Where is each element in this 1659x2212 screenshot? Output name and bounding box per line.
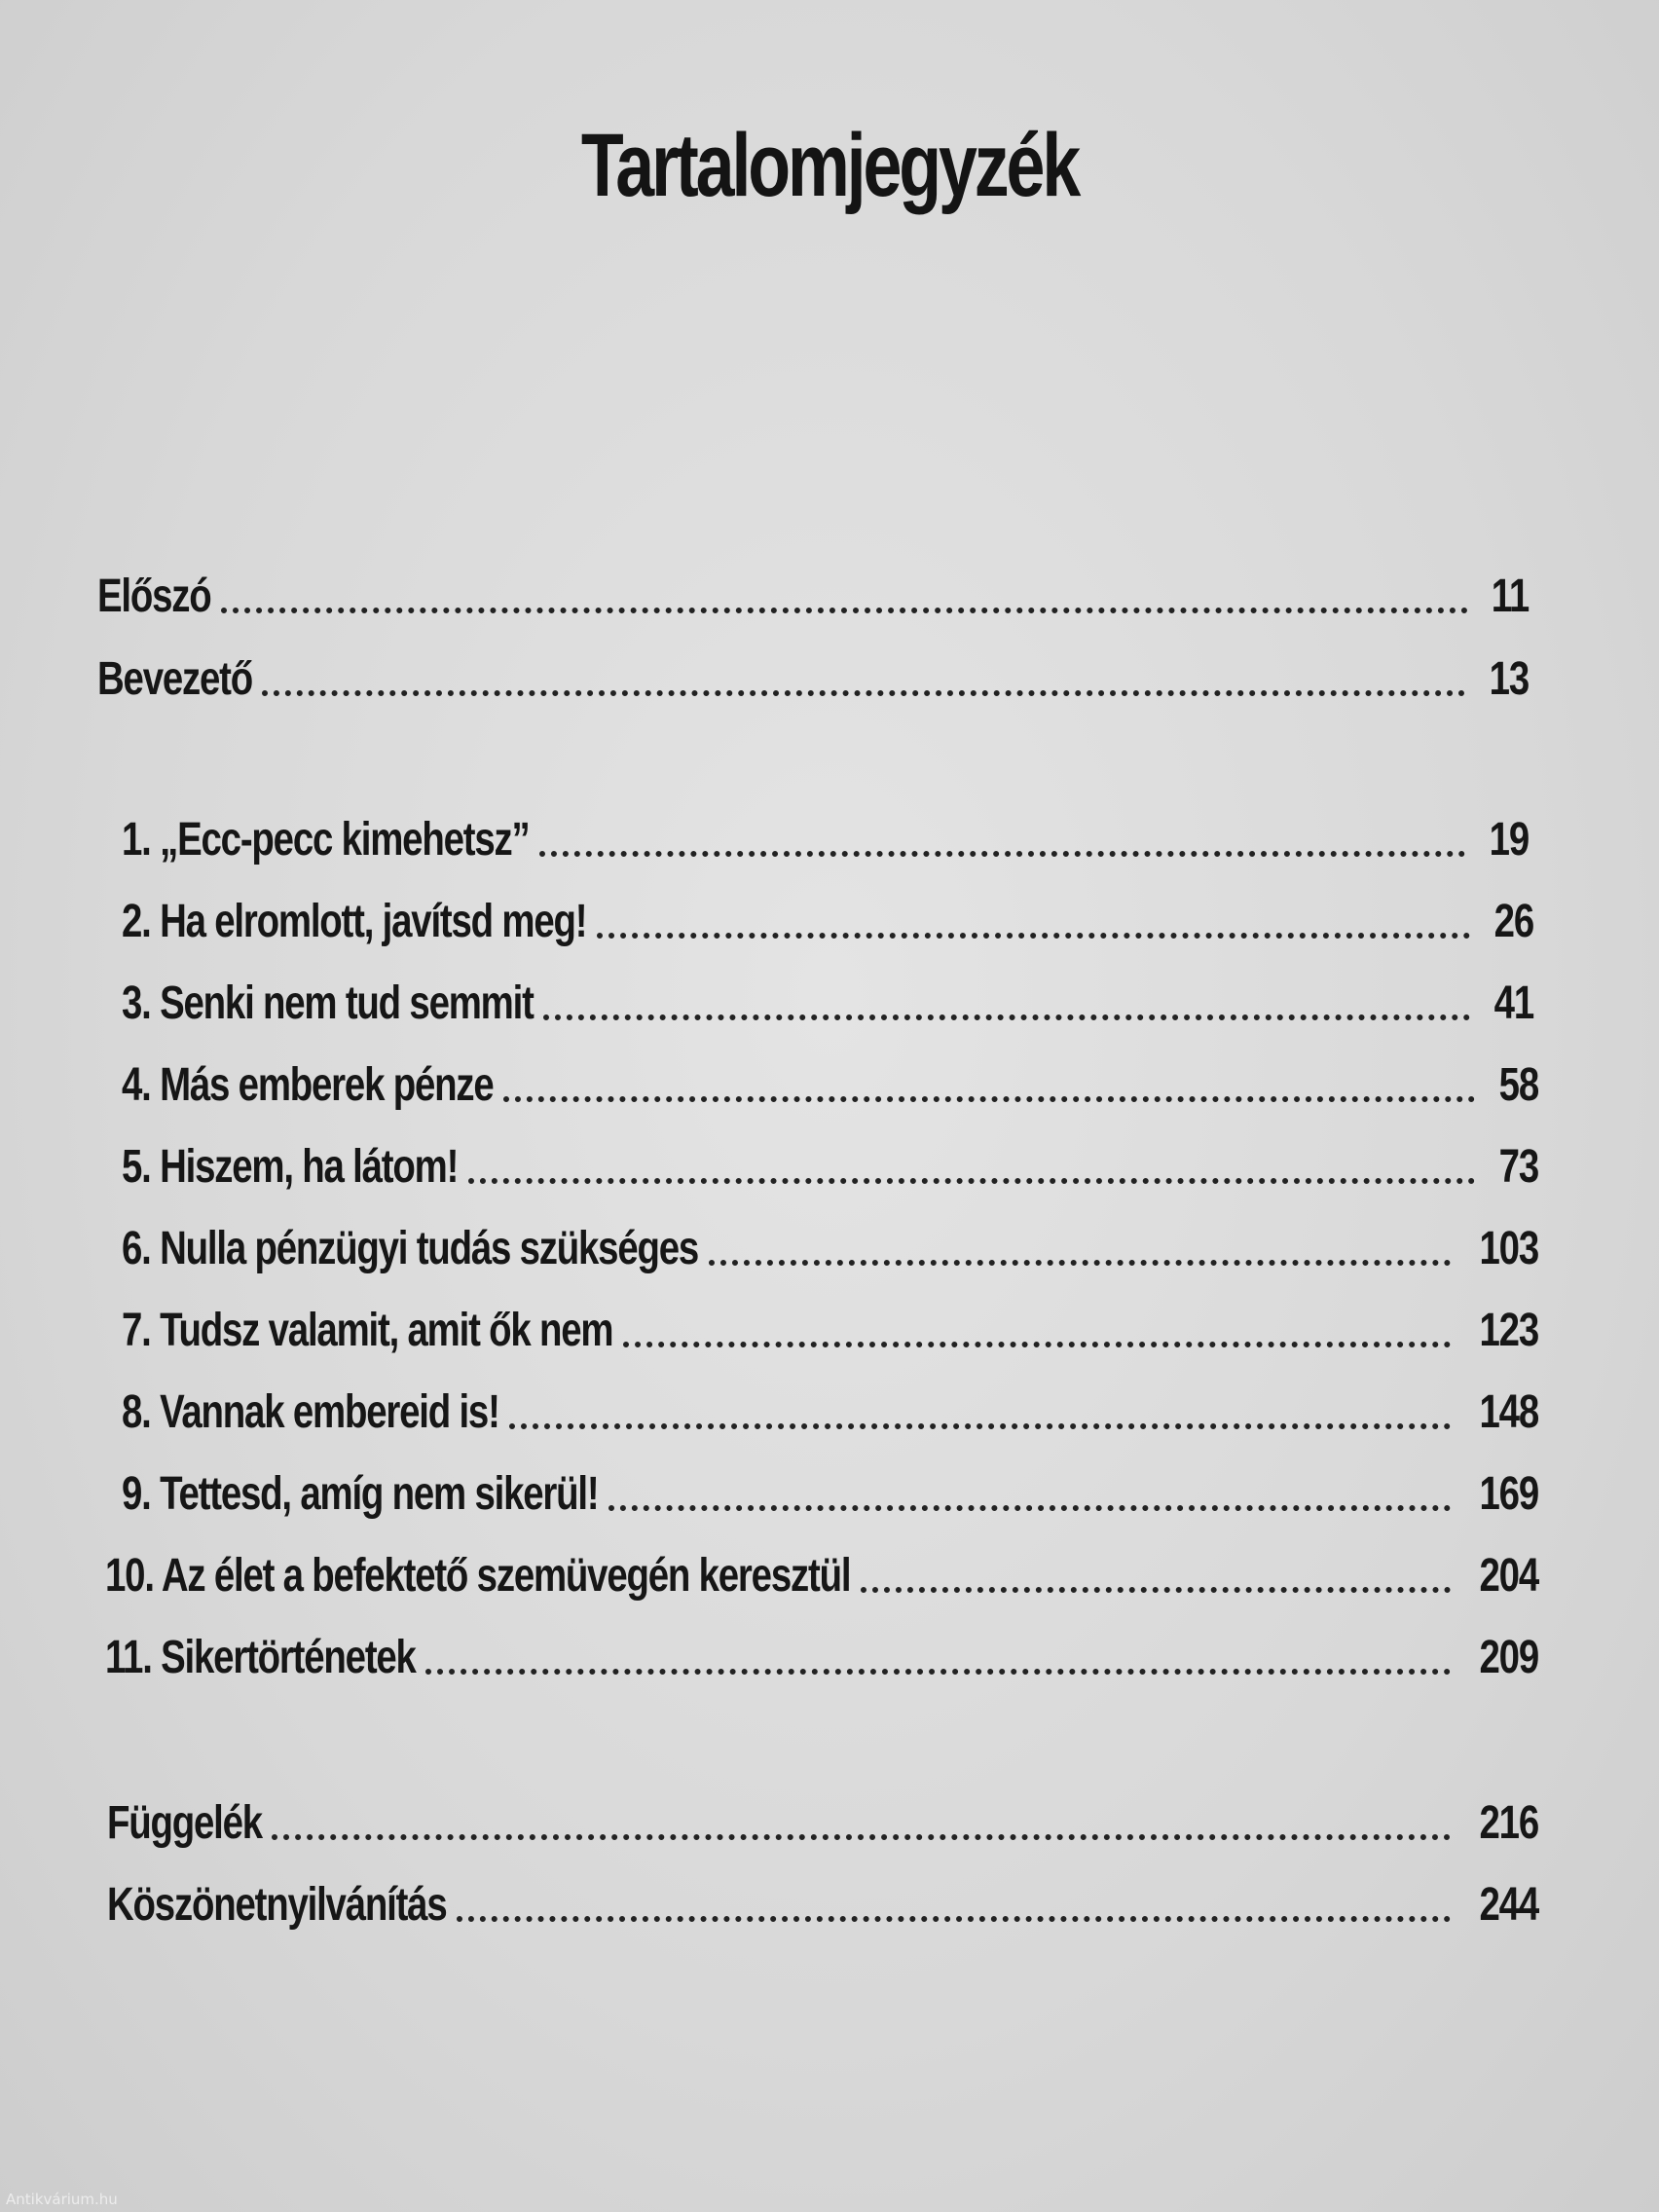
toc-entry-page: 13 <box>1489 653 1529 705</box>
toc-entry-label: Köszönetnyilvánítás <box>107 1879 447 1931</box>
toc-entry-chapter-8[interactable] <box>122 1371 1538 1439</box>
dot-leader <box>543 1014 1470 1020</box>
toc-entry-page: 58 <box>1498 1059 1538 1111</box>
dot-leader <box>709 1260 1451 1266</box>
toc-entry-chapter-5[interactable] <box>122 1125 1538 1194</box>
toc-entry-chapter-10[interactable] <box>105 1534 1538 1603</box>
toc-entry-page: 204 <box>1479 1550 1538 1602</box>
toc-entry-page: 11 <box>1491 571 1529 622</box>
dot-leader <box>262 690 1465 696</box>
toc-entry-chapter-11[interactable] <box>105 1616 1538 1684</box>
toc-entry-label: 10. Az élet a befektető szemüvegén keresztül <box>105 1550 851 1602</box>
toc-entry-page: 26 <box>1493 896 1533 947</box>
toc-entry-label: Előszó <box>97 571 211 622</box>
toc-entry-label: 2. Ha elromlott, javítsd meg! <box>122 896 587 947</box>
toc-entry-label: 4. Más emberek pénze <box>122 1059 494 1111</box>
toc-entry-label: 9. Tettesd, amíg nem sikerül! <box>122 1468 599 1520</box>
toc-entry-label: Függelék <box>107 1797 262 1849</box>
toc-entry-label: 8. Vannak embereid is! <box>122 1386 499 1438</box>
toc-entry-chapter-6[interactable] <box>122 1207 1538 1275</box>
toc-entry-front-2[interactable] <box>97 638 1529 706</box>
dot-leader <box>509 1423 1451 1429</box>
toc-entry-page: 103 <box>1479 1223 1538 1274</box>
dot-leader <box>468 1178 1475 1184</box>
toc-entry-page: 73 <box>1498 1141 1538 1193</box>
dot-leader <box>623 1342 1451 1347</box>
toc-entry-back-1[interactable] <box>107 1782 1538 1850</box>
toc-entry-label: 6. Nulla pénzügyi tudás szükséges <box>122 1223 699 1274</box>
watermark: Antikvárium.hu <box>6 2191 118 2208</box>
dot-leader <box>539 851 1465 857</box>
toc-entry-page: 19 <box>1489 814 1529 866</box>
dot-leader <box>597 933 1470 939</box>
toc-entry-front-1[interactable] <box>97 555 1529 623</box>
toc-entry-label: 7. Tudsz valamit, amit ők nem <box>122 1305 613 1356</box>
toc-entry-page: 169 <box>1479 1468 1538 1520</box>
toc-entry-label: Bevezető <box>97 653 252 705</box>
dot-leader <box>608 1505 1451 1511</box>
toc-entry-page: 148 <box>1479 1386 1538 1438</box>
toc-entry-label: 1. „Ecc-pecc kimehetsz” <box>122 814 530 866</box>
page-title: Tartalomjegyzék <box>580 116 1079 215</box>
toc-entry-chapter-4[interactable] <box>122 1044 1538 1112</box>
toc-entry-page: 41 <box>1493 977 1533 1029</box>
toc-entry-label: 3. Senki nem tud semmit <box>122 977 534 1029</box>
toc-entry-page: 209 <box>1479 1632 1538 1683</box>
toc-entry-page: 216 <box>1479 1797 1538 1849</box>
toc-entry-page: 123 <box>1479 1305 1538 1356</box>
toc-entry-page: 244 <box>1479 1879 1538 1931</box>
toc-entry-chapter-1[interactable] <box>122 798 1529 866</box>
dot-leader <box>861 1587 1451 1593</box>
toc-entry-back-2[interactable] <box>107 1863 1538 1932</box>
dot-leader <box>503 1096 1475 1102</box>
dot-leader <box>221 608 1468 613</box>
toc-entry-chapter-7[interactable] <box>122 1289 1538 1357</box>
dot-leader <box>457 1916 1451 1922</box>
dot-leader <box>272 1834 1451 1840</box>
toc-entry-label: 5. Hiszem, ha látom! <box>122 1141 459 1193</box>
toc-entry-chapter-9[interactable] <box>122 1453 1538 1521</box>
toc-entry-label: 11. Sikertörténetek <box>105 1632 416 1683</box>
toc-entry-chapter-3[interactable] <box>122 962 1533 1030</box>
dot-leader <box>425 1669 1451 1675</box>
toc-entry-chapter-2[interactable] <box>122 880 1533 948</box>
